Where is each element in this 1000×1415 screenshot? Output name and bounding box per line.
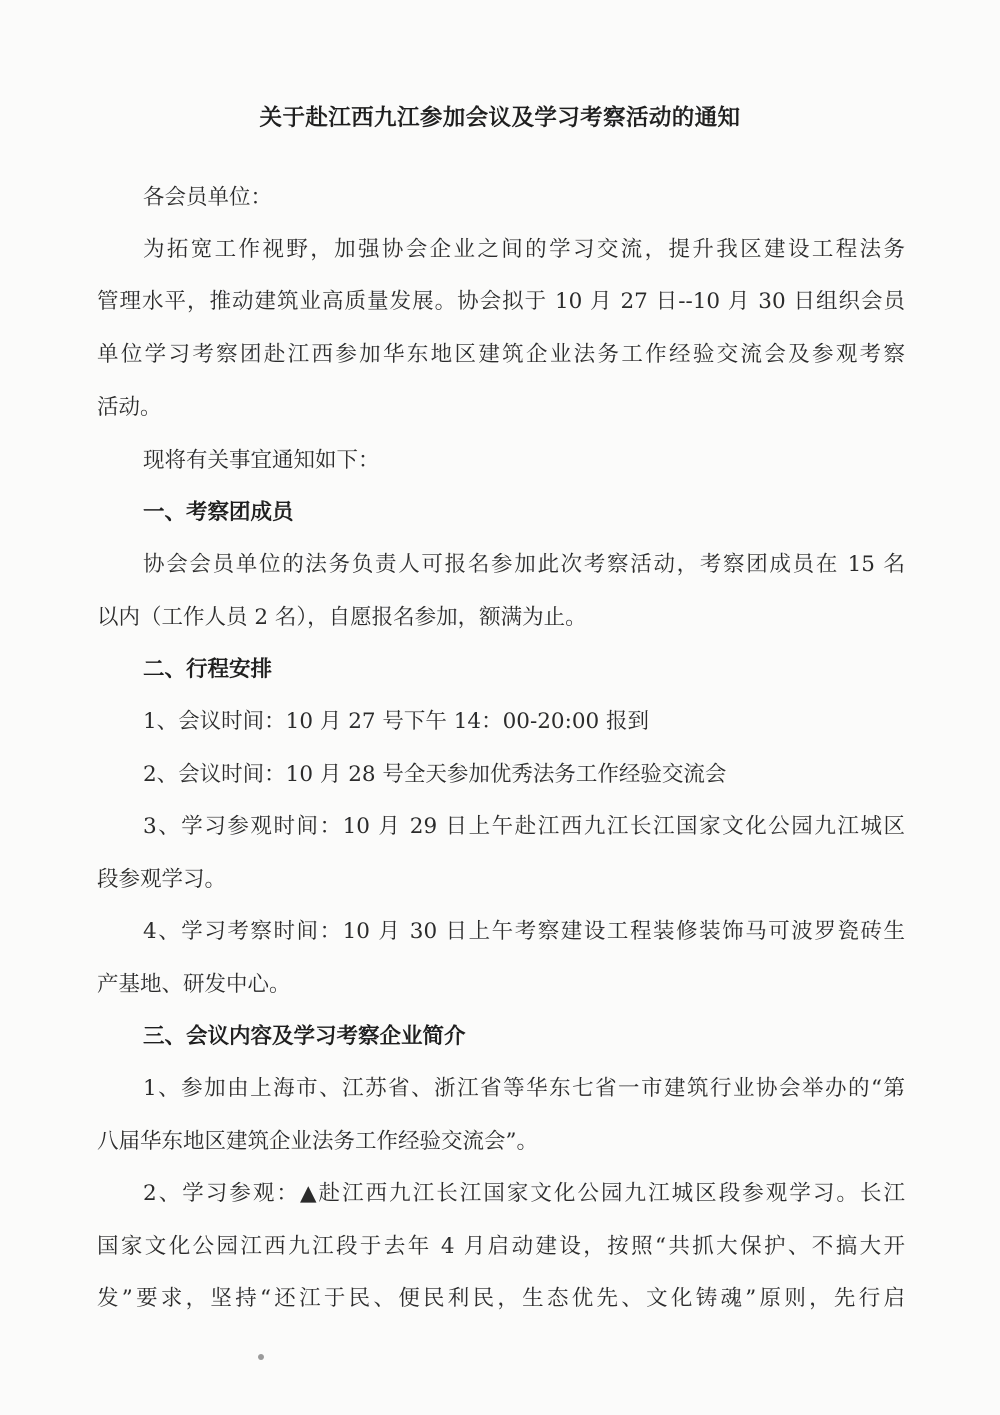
content-item-1-line-1: 1、参加由上海市、江苏省、浙江省等华东七省一市建筑行业协会举办的“第: [143, 1076, 905, 1101]
section-3-heading: 三、会议内容及学习考察企业简介: [143, 1024, 466, 1049]
notice-line: 现将有关事宜通知如下：: [143, 448, 380, 473]
section-1-line-1: 协会会员单位的法务负责人可报名参加此次考察活动，考察团成员在 15 名: [143, 552, 905, 577]
schedule-item-4-line-2: 产基地、研发中心。: [97, 972, 291, 997]
schedule-item-3-line-2: 段参观学习。: [97, 867, 227, 892]
content-item-2-line-2: 国家文化公园江西九江段于去年 4 月启动建设，按照“共抓大保护、不搞大开: [97, 1234, 905, 1259]
scan-speck: [258, 1354, 264, 1360]
content-item-2-line-3: 发”要求，坚持“还江于民、便民利民，生态优先、文化铸魂”原则，先行启: [97, 1286, 905, 1311]
content-item-1-line-2: 八届华东地区建筑企业法务工作经验交流会”。: [97, 1129, 538, 1154]
intro-line-1: 为拓宽工作视野，加强协会企业之间的学习交流，提升我区建设工程法务: [143, 237, 905, 262]
document-title: 关于赴江西九江参加会议及学习考察活动的通知: [259, 105, 741, 131]
intro-line-3: 单位学习考察团赴江西参加华东地区建筑企业法务工作经验交流会及参观考察: [97, 342, 905, 367]
schedule-item-1: 1、会议时间：10 月 27 号下午 14：00-20:00 报到: [143, 709, 650, 734]
salutation: 各会员单位：: [143, 185, 273, 210]
schedule-item-3-line-1: 3、学习参观时间：10 月 29 日上午赴江西九江长江国家文化公园九江城区: [143, 814, 905, 839]
schedule-item-2: 2、会议时间：10 月 28 号全天参加优秀法务工作经验交流会: [143, 762, 727, 787]
content-item-2-line-1: 2、学习参观：▲赴江西九江长江国家文化公园九江城区段参观学习。长江: [143, 1181, 905, 1206]
section-1-heading: 一、考察团成员: [143, 500, 294, 525]
section-1-line-2: 以内（工作人员 2 名），自愿报名参加，额满为止。: [97, 605, 587, 630]
intro-line-2: 管理水平，推动建筑业高质量发展。协会拟于 10 月 27 日--10 月 30 日组织会员: [97, 289, 905, 314]
intro-line-4: 活动。: [97, 395, 162, 420]
section-2-heading: 二、行程安排: [143, 657, 273, 682]
schedule-item-4-line-1: 4、学习考察时间：10 月 30 日上午考察建设工程装修装饰马可波罗瓷砖生: [143, 919, 905, 944]
